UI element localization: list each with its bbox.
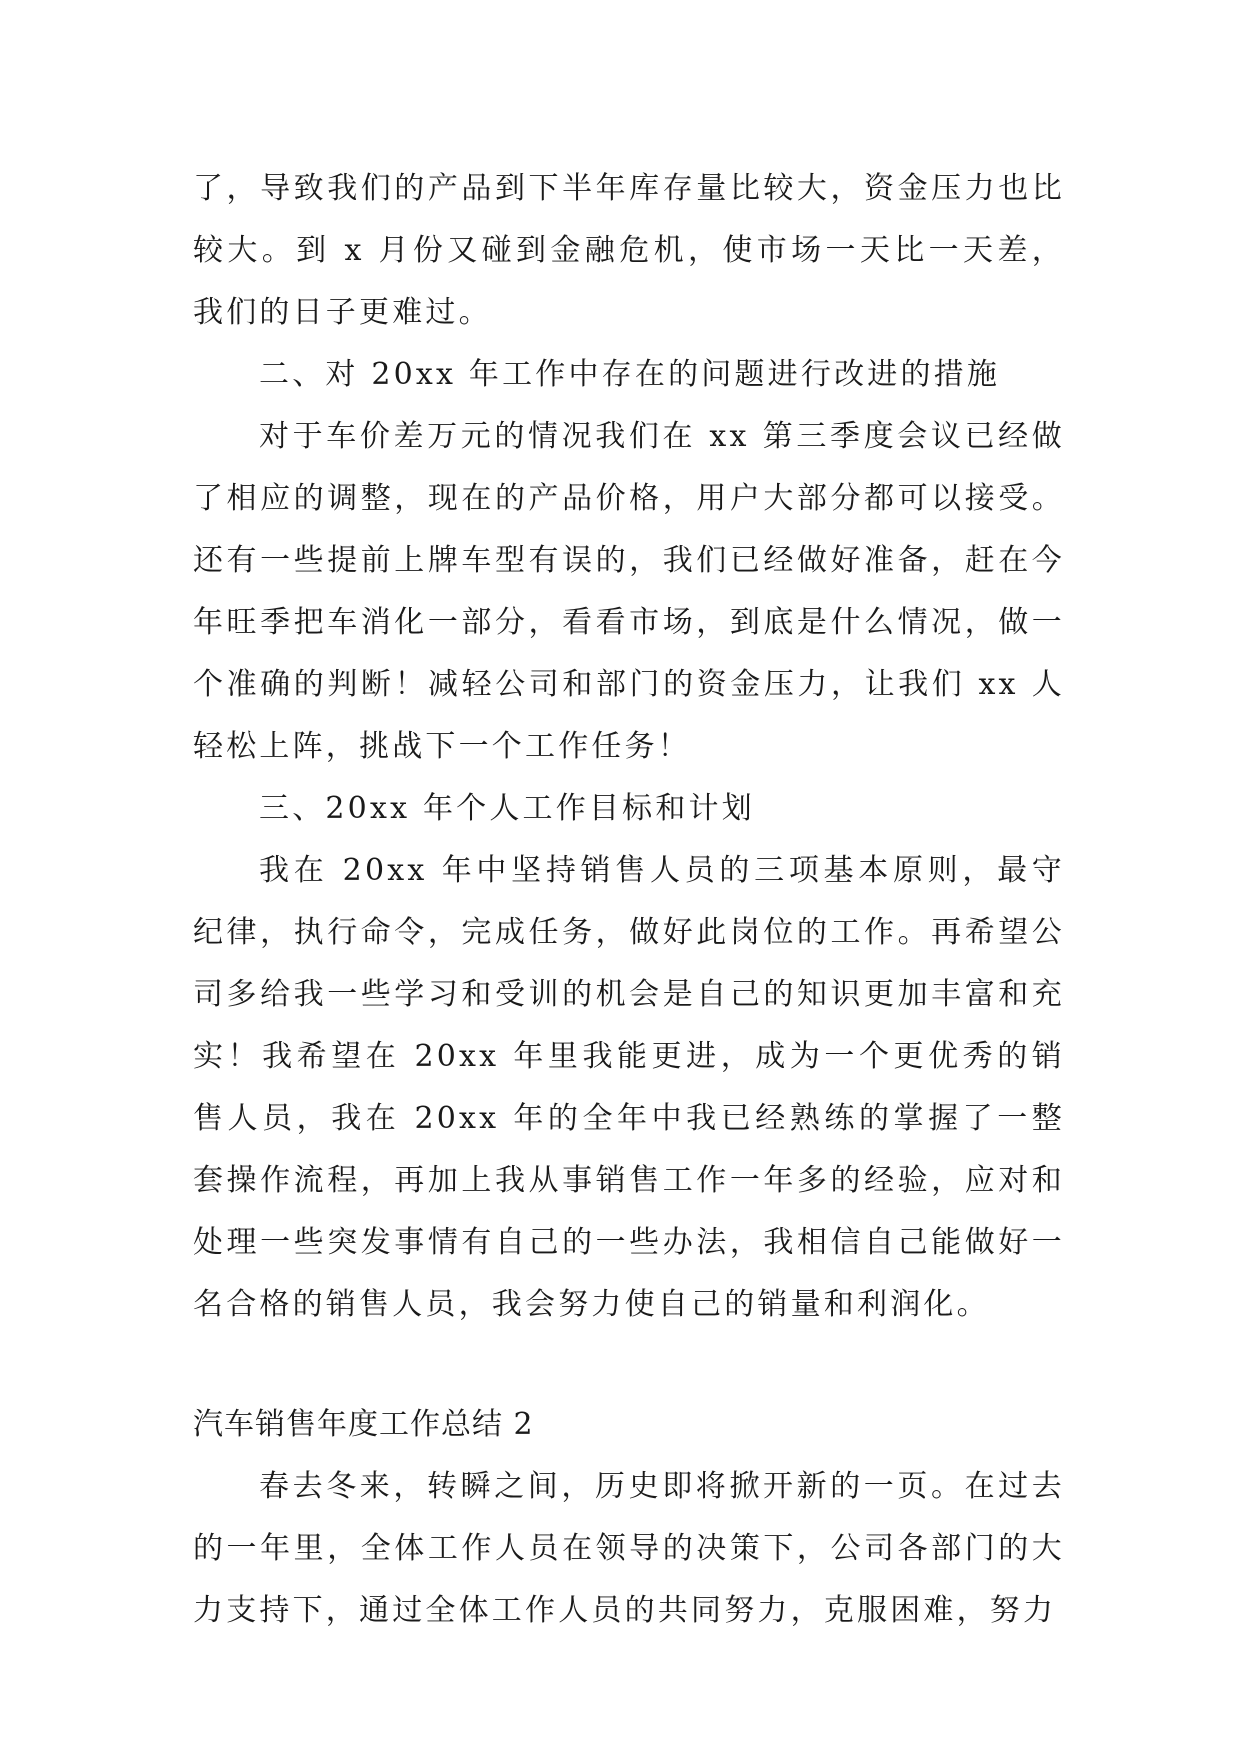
section-heading-improvements: 二、对 20xx 年工作中存在的问题进行改进的措施 xyxy=(259,357,1001,392)
paragraph-goals: 我在 20xx 年中坚持销售人员的三项基本原则，最守纪律，执行命令，完成任务，做好此岗位的工作。再希望公司多给我一些学习和受训的机会是自己的知识更加丰富和充实！我希望在 20xx 年里我能更进，成为一个更优秀的销售人员，我在 20xx 年的全年中我已经熟练的掌握了一整套操作流程，再加上我从事销售工作一年多的经验，应对和处理一些突发事情有自己的一些办法，我相信自己能做好一名合格的销售人员，我会努力使自己的销量和利润化。 xyxy=(193,853,1065,1322)
document-title: 汽车销售年度工作总结 2 xyxy=(193,1407,534,1442)
paragraph-continued: 了，导致我们的产品到下半年库存量比较大，资金压力也比较大。到 x 月份又碰到金融危机，使市场一天比一天差，我们的日子更难过。 xyxy=(193,171,1065,330)
document-body xyxy=(193,158,1065,1642)
paragraph-summary-intro: 春去冬来，转瞬之间，历史即将掀开新的一页。在过去的一年里，全体工作人员在领导的决策下，公司各部门的大力支持下，通过全体工作人员的共同努力，克服困难，努力 xyxy=(193,1469,1065,1628)
section-heading-goals: 三、20xx 年个人工作目标和计划 xyxy=(259,791,755,826)
paragraph-improvements: 对于车价差万元的情况我们在 xx 第三季度会议已经做了相应的调整，现在的产品价格，用户大部分都可以接受。还有一些提前上牌车型有误的，我们已经做好准备，赶在今年旺季把车消化一部分，看看市场，到底是什么情况，做一个准确的判断！减轻公司和部门的资金压力，让我们 xx 人轻松上阵，挑战下一个工作任务！ xyxy=(193,419,1066,764)
